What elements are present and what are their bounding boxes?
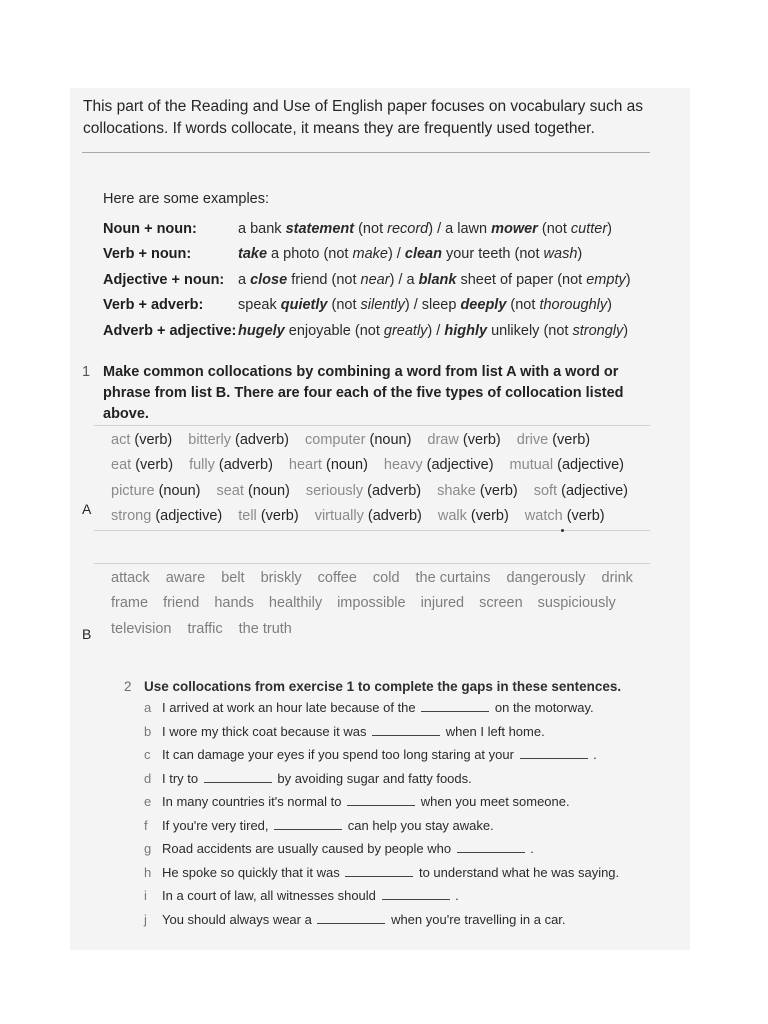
- list-b-item: suspiciously: [537, 595, 616, 612]
- collocation-type: Adjective + noun:: [103, 271, 225, 288]
- sentence-text: He spoke so quickly that it was to understand what he was saying.: [162, 864, 620, 880]
- part-of-speech: (verb): [552, 431, 591, 448]
- example-row: [103, 293, 663, 319]
- list-a-item: [384, 457, 494, 473]
- list-a-item: [289, 457, 368, 473]
- list-a-word: mutual: [509, 457, 554, 474]
- question-1-instructions: Make common collocations by combining a word from list A with a word or phrase from list B. There are four each of the five types of collocation listed above.: [103, 364, 624, 422]
- sentence-item: [124, 861, 644, 885]
- collocate-word: quietly: [280, 297, 328, 314]
- list-b-top-rule: [94, 563, 650, 564]
- list-b-row: [111, 565, 671, 591]
- list-a-row: [111, 427, 656, 453]
- list-a-item: [111, 508, 222, 524]
- part-of-speech: (adverb): [367, 508, 422, 525]
- wrong-word: greatly: [383, 322, 428, 339]
- list-a-word: shake: [437, 482, 476, 499]
- part-of-speech: (adjective): [557, 457, 624, 474]
- part-of-speech: (adverb): [235, 431, 289, 448]
- list-a-word: computer: [305, 431, 366, 448]
- part-of-speech: (verb): [566, 508, 605, 525]
- wrong-word: strongly: [572, 322, 624, 339]
- wrong-word: thoroughly: [539, 297, 608, 314]
- part-of-speech: (adverb): [218, 457, 273, 474]
- intro-paragraph: This part of the Reading and Use of English paper focuses on vocabulary such as collocations. If words collocate, it means they are frequently used together.: [83, 98, 644, 137]
- list-b-item: impossible: [337, 595, 406, 612]
- answer-gap[interactable]: [382, 889, 450, 900]
- wrong-word: silently: [360, 297, 405, 314]
- sentence-text: In many countries it's normal to when you meet someone.: [162, 794, 570, 810]
- sentence-letter: d: [144, 770, 152, 786]
- part-of-speech: (noun): [369, 431, 412, 448]
- list-a-item: [438, 508, 509, 524]
- example-text: hugely enjoyable (not greatly) / highly unlikely (not strongly): [238, 322, 629, 339]
- answer-gap[interactable]: [457, 842, 525, 853]
- sentence-item: [124, 884, 644, 908]
- list-a-word: strong: [111, 508, 152, 525]
- list-b-item: drink: [601, 569, 633, 586]
- sentence-list: [124, 696, 644, 931]
- list-a-word: virtually: [314, 508, 364, 525]
- list-b-item: friend: [163, 595, 200, 612]
- sentence-text: I wore my thick coat because it was when I left home.: [162, 723, 545, 739]
- part-of-speech: (verb): [470, 508, 509, 525]
- wrong-word: near: [360, 271, 390, 288]
- list-b-item: hands: [214, 595, 254, 612]
- sentence-text: In a court of law, all witnesses should .: [162, 888, 459, 904]
- list-a-top-rule: [94, 425, 650, 426]
- list-a-word: act: [111, 431, 131, 448]
- intro-divider: [82, 152, 650, 153]
- list-b-item: dangerously: [506, 569, 586, 586]
- sentence-text: I try to by avoiding sugar and fatty foods.: [162, 770, 472, 786]
- list-a-item: [427, 432, 500, 448]
- wrong-word: record: [387, 220, 429, 237]
- list-a-item: [437, 483, 518, 499]
- list-a-word: seriously: [305, 482, 364, 499]
- question-1-number: 1: [82, 364, 91, 380]
- list-a-word: fully: [189, 457, 215, 474]
- sentence-letter: e: [144, 794, 152, 810]
- list-a-item: [510, 457, 624, 473]
- part-of-speech: (noun): [247, 482, 290, 499]
- list-a-word: soft: [533, 482, 558, 499]
- list-a-item: [111, 432, 172, 448]
- collocate-word: deeply: [460, 297, 507, 314]
- list-b-item: frame: [111, 595, 149, 612]
- collocate-word: take: [238, 246, 268, 263]
- part-of-speech: (verb): [135, 457, 174, 474]
- sentence-letter: j: [144, 911, 147, 927]
- sentence-item: [124, 814, 644, 838]
- answer-gap[interactable]: [347, 795, 415, 806]
- collocation-type: Adverb + adjective:: [103, 322, 237, 339]
- sentence-item: [124, 790, 644, 814]
- sentence-letter: c: [144, 747, 151, 763]
- part-of-speech: (verb): [134, 431, 173, 448]
- list-a-item: [305, 432, 411, 448]
- wrong-word: empty: [586, 271, 626, 288]
- example-row: [103, 242, 663, 268]
- sentence-item: [124, 720, 644, 744]
- collocate-word: statement: [285, 220, 355, 237]
- list-a-word: eat: [111, 457, 132, 474]
- sentence-letter: g: [144, 841, 152, 857]
- sentence-text: If you're very tired, can help you stay awake.: [162, 817, 494, 833]
- question-2-heading: [124, 676, 644, 696]
- part-of-speech: (adjective): [561, 482, 629, 499]
- sentence-letter: h: [144, 864, 152, 880]
- list-b-item: screen: [479, 595, 523, 612]
- list-a-item: [111, 483, 200, 499]
- example-text: a bank statement (not record) / a lawn mower (not cutter): [238, 220, 612, 237]
- list-a-item: [238, 508, 298, 524]
- sentence-item: [124, 837, 644, 861]
- answer-gap[interactable]: [520, 748, 588, 759]
- answer-gap[interactable]: [421, 701, 489, 712]
- examples-table: [103, 216, 663, 344]
- list-a-word: watch: [524, 508, 563, 525]
- list-a-word: picture: [111, 482, 155, 499]
- list-b-row: [111, 616, 671, 642]
- list-a-bottom-rule: [94, 530, 650, 531]
- scan-dot: [561, 529, 564, 532]
- collocate-word: highly: [444, 322, 488, 339]
- list-a-item: [306, 483, 421, 499]
- collocate-word: clean: [404, 246, 442, 263]
- list-a-word: seat: [216, 482, 244, 499]
- list-b-item: television: [111, 620, 172, 637]
- example-text: speak quietly (not silently) / sleep deeply (not thoroughly): [238, 297, 612, 314]
- sentence-item: [124, 767, 644, 791]
- list-a-item: [111, 457, 173, 473]
- list-b-item: healthily: [268, 595, 323, 612]
- list-a-row: [111, 453, 656, 479]
- part-of-speech: (adverb): [367, 482, 422, 499]
- example-row: [103, 318, 663, 344]
- part-of-speech: (verb): [260, 508, 299, 525]
- list-a-word: draw: [427, 431, 459, 448]
- list-a-word: heavy: [383, 457, 423, 474]
- list-a-item: [189, 457, 273, 473]
- part-of-speech: (adjective): [155, 508, 223, 525]
- list-a-label: A: [82, 501, 92, 517]
- collocate-word: mower: [491, 220, 538, 237]
- wrong-word: make: [352, 246, 388, 263]
- list-a-item: [188, 432, 289, 448]
- sentence-text: I arrived at work an hour late because of the on the motorway.: [162, 700, 594, 716]
- sentence-item: [124, 908, 644, 932]
- list-a-item: [216, 483, 289, 499]
- list-a-word: tell: [238, 508, 257, 525]
- list-a-item: [315, 508, 422, 524]
- sentence-letter: i: [144, 888, 147, 904]
- list-a-word: heart: [288, 457, 322, 474]
- question-2-number: 2: [124, 678, 132, 694]
- answer-gap[interactable]: [345, 866, 413, 877]
- sentence-letter: f: [144, 817, 148, 833]
- list-b-item: attack: [111, 569, 150, 586]
- sentence-letter: b: [144, 723, 152, 739]
- list-a-item: [525, 508, 605, 524]
- question-2: [124, 676, 644, 931]
- list-b-item: aware: [165, 569, 206, 586]
- list-b-label: B: [82, 626, 92, 642]
- collocation-type: Verb + adverb:: [103, 297, 204, 314]
- example-text: a close friend (not near) / a blank sheet of paper (not empty): [238, 271, 631, 288]
- part-of-speech: (verb): [479, 482, 518, 499]
- answer-gap[interactable]: [274, 819, 342, 830]
- list-b-item: belt: [221, 569, 245, 586]
- list-b: [111, 565, 671, 642]
- collocation-type: Noun + noun:: [103, 220, 197, 237]
- answer-gap[interactable]: [372, 725, 440, 736]
- part-of-speech: (noun): [326, 457, 368, 474]
- sentence-letter: a: [144, 700, 152, 716]
- list-a-row: [111, 504, 656, 530]
- example-text: take a photo (not make) / clean your teeth (not wash): [238, 246, 583, 263]
- example-row: [103, 216, 663, 242]
- list-b-item: cold: [372, 569, 400, 586]
- list-a-row: [111, 478, 656, 504]
- collocate-word: hugely: [238, 322, 285, 339]
- list-b-item: traffic: [187, 620, 223, 637]
- sentence-text: Road accidents are usually caused by people who .: [162, 841, 534, 857]
- part-of-speech: (adjective): [426, 457, 494, 474]
- list-b-row: [111, 591, 671, 617]
- list-b-item: the truth: [238, 620, 292, 637]
- collocate-word: blank: [418, 271, 457, 288]
- list-a: [111, 427, 656, 529]
- example-row: [103, 267, 663, 293]
- answer-gap[interactable]: [317, 913, 385, 924]
- sentence-text: You should always wear a when you're travelling in a car.: [162, 911, 566, 927]
- list-a-word: walk: [437, 508, 467, 525]
- sentence-item: [124, 696, 644, 720]
- question-2-instructions: Use collocations from exercise 1 to complete the gaps in these sentences.: [144, 678, 622, 694]
- list-b-item: injured: [420, 595, 465, 612]
- list-b-item: the curtains: [415, 569, 491, 586]
- list-a-word: drive: [516, 431, 549, 448]
- part-of-speech: (noun): [158, 482, 201, 499]
- list-a-item: [517, 432, 590, 448]
- sentence-text: It can damage your eyes if you spend too long staring at your .: [162, 747, 597, 763]
- wrong-word: cutter: [570, 220, 608, 237]
- collocation-type: Verb + noun:: [103, 246, 192, 263]
- part-of-speech: (verb): [462, 431, 501, 448]
- list-b-item: coffee: [317, 569, 357, 586]
- list-b-item: briskly: [260, 569, 302, 586]
- examples-heading: Here are some examples:: [103, 191, 270, 207]
- collocate-word: close: [250, 271, 288, 288]
- sentence-item: [124, 743, 644, 767]
- list-a-word: bitterly: [188, 431, 231, 448]
- wrong-word: wash: [543, 246, 578, 263]
- answer-gap[interactable]: [204, 772, 272, 783]
- list-a-item: [534, 483, 628, 499]
